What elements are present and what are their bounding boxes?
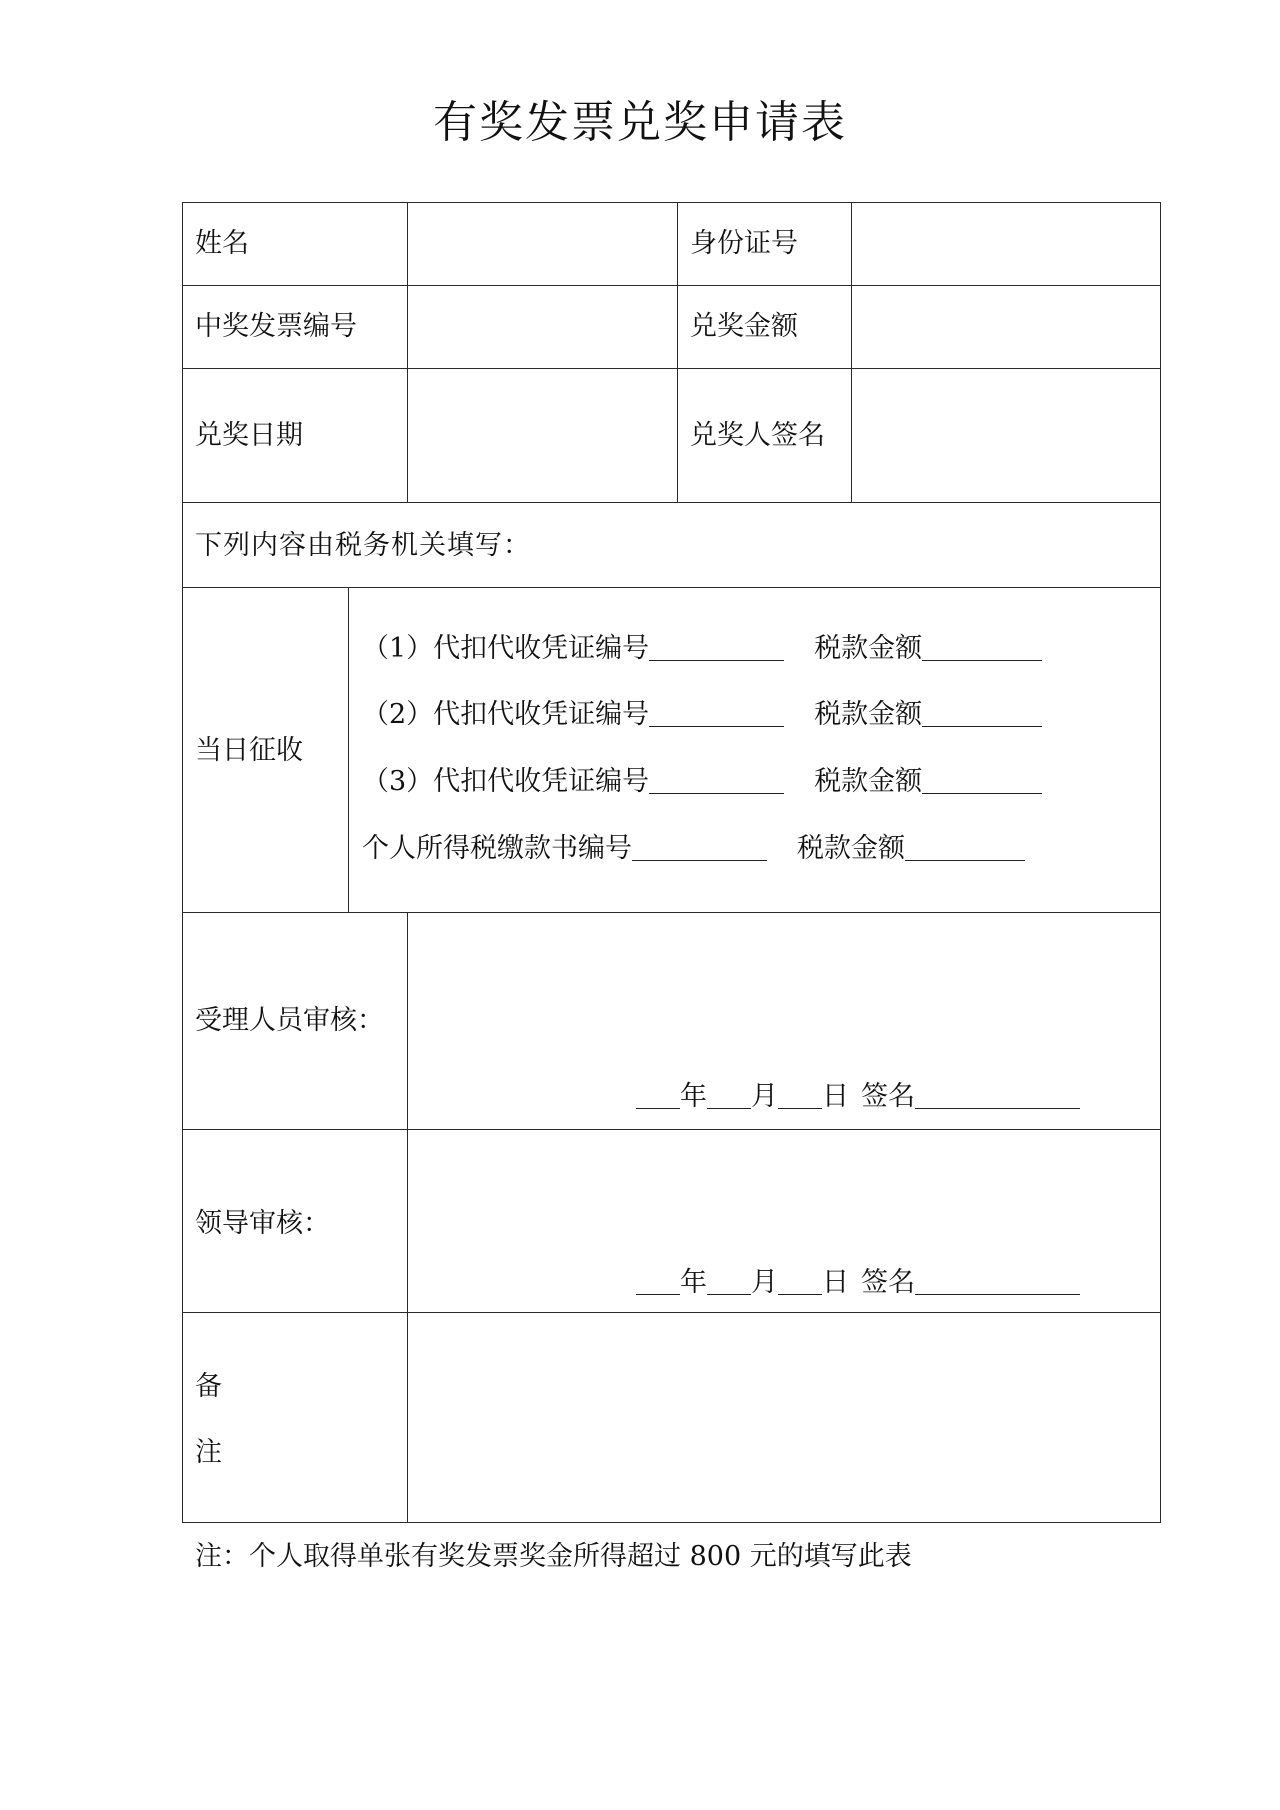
column-divider (407, 912, 408, 1522)
tax-amount-label: 税款金额 (814, 633, 923, 664)
same-day-collection-label: 当日征收 (195, 735, 303, 766)
id-number-label: 身份证号 (690, 228, 798, 259)
redeem-date-label: 兑奖日期 (195, 420, 303, 451)
day-blank[interactable] (778, 1268, 822, 1295)
year-blank[interactable] (636, 1268, 680, 1295)
signature-blank[interactable] (915, 1268, 1080, 1295)
tax-amount-label: 税款金额 (814, 699, 923, 730)
table-border-left (182, 202, 183, 1522)
tax-amount-blank[interactable] (922, 700, 1042, 727)
signature-label: 签名 (861, 1081, 915, 1112)
column-divider (407, 202, 408, 502)
table-border-right (1160, 202, 1161, 1522)
voucher-number-blank[interactable] (649, 700, 784, 727)
column-divider (348, 587, 349, 912)
name-label: 姓名 (195, 228, 249, 259)
tax-amount-blank[interactable] (922, 634, 1042, 661)
month-blank[interactable] (707, 1268, 751, 1295)
prize-amount-label: 兑奖金额 (690, 311, 798, 342)
table-border-bottom (182, 1522, 1161, 1523)
row-divider (182, 1312, 1161, 1313)
page-title: 有奖发票兑奖申请表 (433, 97, 847, 148)
signature-label: 签名 (861, 1267, 915, 1298)
tax-amount-label: 税款金额 (814, 766, 923, 797)
month-label: 月 (751, 1267, 778, 1298)
leader-date-signature-line (636, 1268, 1080, 1298)
day-blank[interactable] (778, 1082, 822, 1109)
row-divider (182, 912, 1161, 913)
row-divider (182, 368, 1161, 369)
column-divider (677, 202, 678, 502)
year-blank[interactable] (636, 1082, 680, 1109)
column-divider (851, 202, 852, 502)
year-label: 年 (680, 1267, 707, 1298)
withholding-line-1 (362, 634, 1042, 664)
remarks-label-char-1: 备 (195, 1371, 222, 1402)
name-field[interactable] (409, 204, 675, 284)
voucher-number-blank[interactable] (649, 634, 784, 661)
withholding-voucher-label: （1）代扣代收凭证编号 (362, 633, 650, 664)
year-label: 年 (680, 1081, 707, 1112)
redeemer-signature-label: 兑奖人签名 (690, 420, 825, 451)
row-divider (182, 587, 1161, 588)
invoice-number-label: 中奖发票编号 (195, 311, 357, 342)
row-divider (182, 1129, 1161, 1130)
income-tax-number-blank[interactable] (632, 834, 767, 861)
month-label: 月 (751, 1081, 778, 1112)
row-divider (182, 502, 1161, 503)
month-blank[interactable] (707, 1082, 751, 1109)
redeemer-signature-field[interactable] (853, 370, 1159, 500)
withholding-line-2 (362, 700, 1042, 730)
day-label: 日 (822, 1267, 849, 1298)
reviewer-audit-label: 受理人员审核： (195, 1005, 384, 1036)
id-number-field[interactable] (853, 204, 1159, 284)
withholding-line-3 (362, 767, 1042, 797)
remarks-field[interactable] (409, 1314, 1159, 1520)
tax-amount-label: 税款金额 (797, 833, 905, 864)
withholding-voucher-label: （3）代扣代收凭证编号 (362, 766, 650, 797)
footnote: 注：个人取得单张有奖发票奖金所得超过 800 元的填写此表 (195, 1541, 912, 1572)
redeem-date-field[interactable] (409, 370, 675, 500)
signature-blank[interactable] (915, 1082, 1080, 1109)
income-tax-voucher-label: 个人所得税缴款书编号 (362, 833, 632, 864)
table-border-top (182, 202, 1161, 203)
invoice-number-field[interactable] (409, 287, 675, 367)
tax-office-note: 下列内容由税务机关填写： (195, 530, 531, 561)
reviewer-date-signature-line (636, 1082, 1080, 1112)
withholding-voucher-label: （2）代扣代收凭证编号 (362, 699, 650, 730)
tax-amount-blank[interactable] (905, 834, 1025, 861)
row-divider (182, 285, 1161, 286)
voucher-number-blank[interactable] (649, 767, 784, 794)
day-label: 日 (822, 1081, 849, 1112)
tax-amount-blank[interactable] (922, 767, 1042, 794)
prize-amount-field[interactable] (853, 287, 1159, 367)
income-tax-line (362, 834, 1025, 864)
leader-audit-label: 领导审核： (195, 1208, 330, 1239)
remarks-label-char-2: 注 (195, 1437, 222, 1468)
